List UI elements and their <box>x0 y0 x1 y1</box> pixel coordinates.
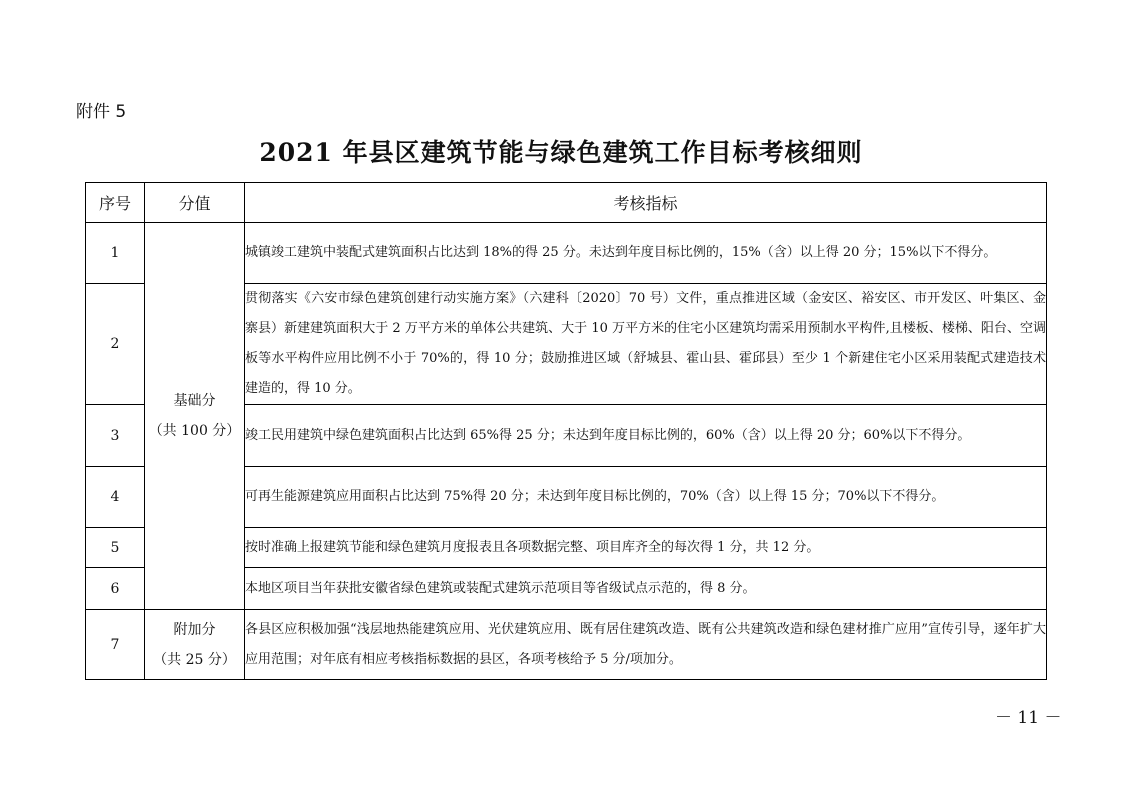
row-number: 4 <box>86 467 145 528</box>
row-number: 5 <box>86 528 145 568</box>
row-number: 2 <box>86 284 145 405</box>
row-indicator: 贯彻落实《六安市绿色建筑创建行动实施方案》（六建科〔2020〕70 号）文件，重点推进区域（金安区、裕安区、市开发区、叶集区、金寨县）新建建筑面积大于 2 万平方米的单体公共建筑、大于 10 万平方米的住宅小区建筑均需采用预制水平构件,且楼板、楼梯、阳台、空调板等水平构件应用比例不小于 70%的，得 10 分；鼓励推进区域（舒城县、霍山县、霍邱县）至少 1 个新建住宅小区采用装配式建造技术建造的，得 10 分。 <box>245 284 1047 405</box>
document-title: 2021 年县区建筑节能与绿色建筑工作目标考核细则 <box>259 138 863 167</box>
assessment-table <box>85 182 1047 680</box>
table-header-row <box>86 183 1047 223</box>
row-indicator: 各县区应积极加强“浅层地热能建筑应用、光伏建筑应用、既有居住建筑改造、既有公共建筑改造和绿色建材推广应用”宣传引导，逐年扩大应用范围；对年底有相应考核指标数据的县区，各项考核给予 5 分/项加分。 <box>245 610 1047 680</box>
row-number: 6 <box>86 568 145 610</box>
category-bonus-total: （共 25 分） <box>153 651 236 668</box>
row-indicator: 城镇竣工建筑中装配式建筑面积占比达到 18%的得 25 分。未达到年度目标比例的，15%（含）以上得 20 分；15%以下不得分。 <box>245 223 1047 284</box>
row-indicator: 可再生能源建筑应用面积占比达到 75%得 20 分；未达到年度目标比例的，70%（含）以上得 15 分；70%以下不得分。 <box>245 467 1047 528</box>
row-indicator: 本地区项目当年获批安徽省绿色建筑或装配式建筑示范项目等省级试点示范的，得 8 分。 <box>245 568 1047 610</box>
row-number: 1 <box>86 223 145 284</box>
table-row <box>86 610 1047 680</box>
row-indicator: 按时准确上报建筑节能和绿色建筑月度报表且各项数据完整、项目库齐全的每次得 1 分，共 12 分。 <box>245 528 1047 568</box>
category-bonus-name: 附加分 <box>173 621 216 638</box>
page-number: － 11 － <box>995 708 1062 728</box>
category-basic-name: 基础分 <box>173 393 216 409</box>
category-basic-total: （共 100 分） <box>148 423 241 439</box>
attachment-label: 附件 5 <box>76 102 127 122</box>
row-number: 7 <box>86 610 145 680</box>
header-score: 分值 <box>145 183 245 223</box>
row-number: 3 <box>86 405 145 467</box>
category-bonus <box>145 610 245 680</box>
header-number: 序号 <box>86 183 145 223</box>
category-basic <box>145 223 245 610</box>
table-row <box>86 223 1047 284</box>
header-indicator: 考核指标 <box>245 183 1047 223</box>
row-indicator: 竣工民用建筑中绿色建筑面积占比达到 65%得 25 分；未达到年度目标比例的，60%（含）以上得 20 分；60%以下不得分。 <box>245 405 1047 467</box>
